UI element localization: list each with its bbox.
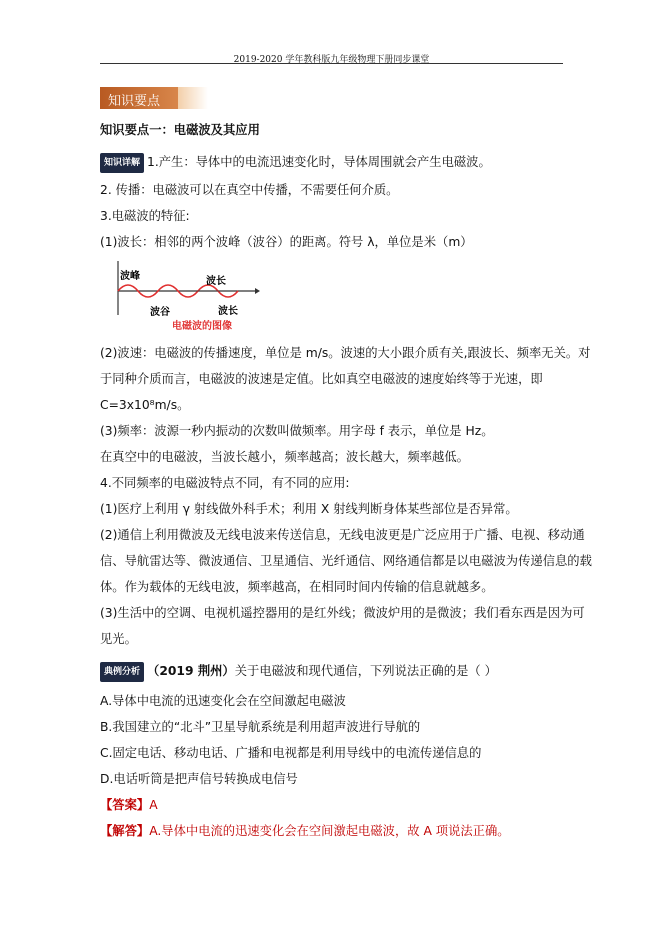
line-comm-3: 体。作为载体的无线电波，频率越高，在相同时间内传输的信息就越多。 <box>100 580 494 594</box>
section-banner <box>100 87 208 109</box>
header-divider <box>100 63 563 64</box>
analysis-label: 【解答】 <box>100 824 150 838</box>
example-question-text: 关于电磁波和现代通信，下列说法正确的是（ ） <box>234 664 497 678</box>
wave-diagram <box>100 257 260 335</box>
line-production <box>100 153 491 173</box>
banner-label: 知识要点 <box>108 94 161 109</box>
option-a: A.导体中电流的迅速变化会在空间激起电磁波 <box>100 694 346 708</box>
page-header: 2019-2020 学年教科版九年级物理下册同步课堂 <box>233 55 430 65</box>
line-wavespeed-2: 于同种介质而言，电磁波的波速是定值。比如真空电磁波的速度始终等于光速，即 <box>100 372 543 386</box>
line-wavelength: (1)波长：相邻的两个波峰（波谷）的距离。符号 λ，单位是米（m） <box>100 235 473 249</box>
example-tag: 典例分析 <box>100 662 144 682</box>
line-medical: (1)医疗上利用 γ 射线做外科手术；利用 X 射线判断身体某些部位是否异常。 <box>100 502 518 516</box>
option-b: B.我国建立的“北斗”卫星导航系统是利用超声波进行导航的 <box>100 720 421 734</box>
wavelength-label-top: 波长 <box>206 276 226 287</box>
option-c: C.固定电话、移动电话、广播和电视都是利用导线中的电流传递信息的 <box>100 746 482 760</box>
crest-label: 波峰 <box>120 271 140 282</box>
line-vacuum: 在真空中的电磁波，当波长越小，频率越高；波长越大，频率越低。 <box>100 450 469 464</box>
line-daily-2: 见光。 <box>100 632 137 646</box>
example-source: （2019 荆州） <box>147 664 235 678</box>
line-comm-2: 信、导航雷达等、微波通信、卫星通信、光纤通信、网络通信都是以电磁波为传递信息的载 <box>100 554 592 568</box>
answer-value: A <box>149 798 158 812</box>
line-propagation: 2. 传播：电磁波可以在真空中传播，不需要任何介质。 <box>100 183 399 197</box>
line-comm-1: (2)通信上利用微波及无线电波来传送信息，无线电波更是广泛应用于广播、电视、移动通 <box>100 528 585 542</box>
banner-tail <box>178 87 208 109</box>
x-axis-arrow <box>255 288 260 294</box>
answer-label: 【答案】 <box>100 798 150 812</box>
knowledge-tag: 知识详解 <box>100 153 144 173</box>
diagram-caption: 电磁波的图像 <box>172 321 232 332</box>
option-d: D.电话听筒是把声信号转换成电信号 <box>100 772 298 786</box>
wavelength-label-bottom: 波长 <box>218 306 238 317</box>
line-daily-1: (3)生活中的空调、电视机遥控器用的是红外线；微波炉用的是微波；我们看东西是因为可 <box>100 606 585 620</box>
wave-svg <box>100 257 260 335</box>
answer-line <box>100 796 158 814</box>
section-title: 知识要点一：电磁波及其应用 <box>100 123 260 137</box>
line-applications: 4.不同频率的电磁波特点不同，有不同的应用: <box>100 476 350 490</box>
line-production-text: 1.产生：导体中的电流迅速变化时，导体周围就会产生电磁波。 <box>147 155 491 169</box>
trough-label: 波谷 <box>150 307 170 318</box>
example-question <box>100 662 497 682</box>
analysis-line <box>100 822 510 840</box>
line-frequency: (3)频率：波源一秒内振动的次数叫做频率。用字母 f 表示，单位是 Hz。 <box>100 424 494 438</box>
line-wavespeed-1: (2)波速：电磁波的传播速度，单位是 m/s。波速的大小跟介质有关,跟波长、频率无关。对 <box>100 346 591 360</box>
analysis-text: A.导体中电流的迅速变化会在空间激起电磁波，故 A 项说法正确。 <box>149 824 510 838</box>
line-features: 3.电磁波的特征: <box>100 209 190 223</box>
line-wavespeed-3: C=3x10⁸m/s。 <box>100 398 190 412</box>
